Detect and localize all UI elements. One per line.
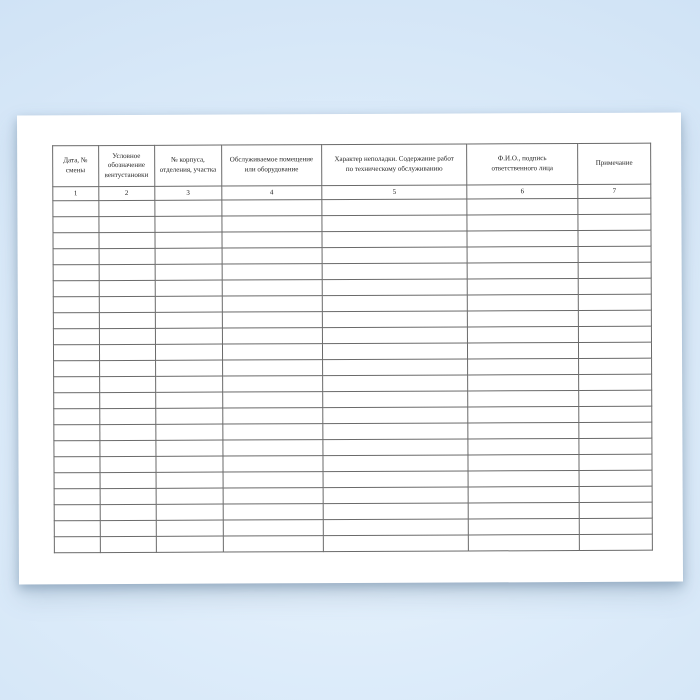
empty-cell xyxy=(468,391,579,407)
empty-cell xyxy=(100,536,157,552)
empty-cell xyxy=(156,408,223,424)
empty-cell xyxy=(100,472,157,488)
empty-cell xyxy=(156,488,223,504)
empty-cell xyxy=(323,407,468,424)
empty-cell xyxy=(221,200,322,216)
empty-cell xyxy=(467,247,578,263)
empty-cell xyxy=(579,502,652,518)
empty-cell xyxy=(323,487,468,504)
empty-cell xyxy=(53,281,99,297)
empty-cell xyxy=(223,536,324,552)
empty-cell xyxy=(223,520,324,536)
column-header-2: Условное обозначение вентустановки xyxy=(98,145,155,186)
empty-cell xyxy=(99,360,156,376)
empty-cell xyxy=(53,249,99,265)
empty-cell xyxy=(222,248,323,264)
empty-cell xyxy=(579,438,652,454)
column-number-1: 1 xyxy=(53,187,99,201)
empty-cell xyxy=(468,423,579,439)
column-number-2: 2 xyxy=(98,186,155,200)
empty-cell xyxy=(579,518,652,534)
empty-cell xyxy=(222,392,323,408)
column-number-4: 4 xyxy=(221,186,322,200)
empty-cell xyxy=(578,214,651,230)
empty-cell xyxy=(468,359,579,375)
empty-cell xyxy=(156,376,223,392)
empty-log-row xyxy=(54,534,652,553)
empty-cell xyxy=(99,376,156,392)
empty-cell xyxy=(323,359,468,376)
empty-cell xyxy=(578,278,651,294)
empty-cell xyxy=(578,198,651,214)
column-header-5: Характер неполадки. Содержание работ по техническому обслуживанию xyxy=(322,144,467,186)
empty-cell xyxy=(467,311,578,327)
column-header-4: Обслуживаемое помещение или оборудование xyxy=(221,145,322,186)
empty-cell xyxy=(467,231,578,247)
empty-cell xyxy=(54,473,100,489)
empty-cell xyxy=(99,456,156,472)
empty-cell xyxy=(54,505,100,521)
empty-cell xyxy=(99,424,156,440)
empty-cell xyxy=(222,376,323,392)
empty-cell xyxy=(579,470,652,486)
empty-cell xyxy=(100,504,157,520)
empty-cell xyxy=(156,440,223,456)
empty-cell xyxy=(468,487,579,503)
empty-cell xyxy=(323,503,468,520)
empty-cell xyxy=(156,504,223,520)
empty-cell xyxy=(578,230,651,246)
empty-cell xyxy=(468,503,579,519)
empty-cell xyxy=(53,345,99,361)
column-number-6: 6 xyxy=(467,185,578,199)
empty-cell xyxy=(468,375,579,391)
empty-cell xyxy=(467,199,578,215)
empty-cell xyxy=(54,457,100,473)
empty-cell xyxy=(222,328,323,344)
column-header-6: Ф.И.О., подпись ответственного лица xyxy=(467,144,578,185)
empty-cell xyxy=(468,519,579,535)
column-header-7: Примечание xyxy=(578,143,651,184)
empty-cell xyxy=(53,329,99,345)
document-page xyxy=(17,113,683,585)
empty-cell xyxy=(322,263,467,280)
empty-cell xyxy=(579,486,652,502)
empty-cell xyxy=(222,264,323,280)
empty-cell xyxy=(156,424,223,440)
empty-cell xyxy=(468,407,579,423)
empty-cell xyxy=(100,520,157,536)
empty-cell xyxy=(468,455,579,471)
maintenance-log-table xyxy=(52,143,653,554)
empty-cell xyxy=(99,328,156,344)
empty-cell xyxy=(322,327,467,344)
empty-cell xyxy=(99,296,156,312)
empty-cell xyxy=(100,488,157,504)
empty-cell xyxy=(579,454,652,470)
empty-cell xyxy=(222,440,323,456)
empty-cell xyxy=(98,216,155,232)
empty-cell xyxy=(579,534,652,550)
empty-cell xyxy=(578,342,651,358)
empty-cell xyxy=(222,280,323,296)
empty-cell xyxy=(322,231,467,248)
empty-cell xyxy=(578,294,651,310)
empty-cell xyxy=(98,232,155,248)
empty-cell xyxy=(155,280,222,296)
empty-cell xyxy=(323,519,468,536)
empty-cell xyxy=(54,441,100,457)
column-header-3: № корпуса, отделения, участка xyxy=(155,145,222,186)
empty-cell xyxy=(468,471,579,487)
empty-cell xyxy=(54,377,100,393)
empty-cell xyxy=(155,264,222,280)
empty-cell xyxy=(221,216,322,232)
empty-cell xyxy=(221,232,322,248)
empty-cell xyxy=(156,392,223,408)
empty-cell xyxy=(223,504,324,520)
empty-cell xyxy=(579,390,652,406)
empty-cell xyxy=(54,537,100,553)
empty-cell xyxy=(323,439,468,456)
empty-cell xyxy=(223,472,324,488)
empty-cell xyxy=(322,343,467,360)
empty-cell xyxy=(53,265,99,281)
column-number-7: 7 xyxy=(578,184,651,198)
empty-cell xyxy=(156,472,223,488)
empty-cell xyxy=(323,535,468,552)
empty-cell xyxy=(323,471,468,488)
empty-cell xyxy=(156,536,223,552)
empty-cell xyxy=(156,520,223,536)
empty-cell xyxy=(156,360,223,376)
empty-cell xyxy=(155,344,222,360)
empty-cell xyxy=(99,264,156,280)
empty-cell xyxy=(54,489,100,505)
empty-cell xyxy=(578,262,651,278)
empty-cell xyxy=(323,455,468,472)
empty-cell xyxy=(322,215,467,232)
empty-cell xyxy=(468,535,579,551)
empty-cell xyxy=(323,391,468,408)
empty-cell xyxy=(53,233,99,249)
empty-cell xyxy=(323,423,468,440)
empty-cell xyxy=(222,344,323,360)
empty-cell xyxy=(322,199,467,216)
empty-cell xyxy=(578,326,651,342)
empty-cell xyxy=(54,521,100,537)
empty-cell xyxy=(54,361,100,377)
empty-cell xyxy=(323,375,468,392)
empty-cell xyxy=(99,392,156,408)
empty-cell xyxy=(155,296,222,312)
empty-cell xyxy=(54,425,100,441)
empty-cell xyxy=(467,263,578,279)
empty-cell xyxy=(99,408,156,424)
empty-cell xyxy=(322,311,467,328)
empty-cell xyxy=(99,248,156,264)
table-body xyxy=(53,198,653,553)
empty-cell xyxy=(155,200,222,216)
empty-cell xyxy=(468,439,579,455)
empty-cell xyxy=(467,295,578,311)
empty-cell xyxy=(222,456,323,472)
empty-cell xyxy=(54,393,100,409)
empty-cell xyxy=(99,344,156,360)
column-number-3: 3 xyxy=(155,186,222,200)
empty-cell xyxy=(155,328,222,344)
empty-cell xyxy=(467,327,578,343)
empty-cell xyxy=(579,374,652,390)
empty-cell xyxy=(579,406,652,422)
empty-cell xyxy=(99,280,156,296)
empty-cell xyxy=(98,200,155,216)
empty-cell xyxy=(222,312,323,328)
empty-cell xyxy=(53,313,99,329)
empty-cell xyxy=(223,488,324,504)
header-row xyxy=(53,143,651,187)
column-header-1: Дата, № смены xyxy=(53,146,99,187)
empty-cell xyxy=(155,312,222,328)
empty-cell xyxy=(467,215,578,231)
column-number-5: 5 xyxy=(322,185,467,200)
empty-cell xyxy=(467,343,578,359)
empty-cell xyxy=(322,279,467,296)
empty-cell xyxy=(53,297,99,313)
empty-cell xyxy=(222,360,323,376)
empty-cell xyxy=(322,247,467,264)
empty-cell xyxy=(54,409,100,425)
empty-cell xyxy=(156,456,223,472)
empty-cell xyxy=(222,408,323,424)
empty-cell xyxy=(53,201,99,217)
empty-cell xyxy=(579,422,652,438)
empty-cell xyxy=(155,248,222,264)
empty-cell xyxy=(578,246,651,262)
empty-cell xyxy=(578,310,651,326)
empty-cell xyxy=(53,217,99,233)
empty-cell xyxy=(155,232,222,248)
empty-cell xyxy=(222,424,323,440)
empty-cell xyxy=(579,358,652,374)
empty-cell xyxy=(99,312,156,328)
empty-cell xyxy=(322,295,467,312)
empty-cell xyxy=(155,216,222,232)
empty-cell xyxy=(99,440,156,456)
empty-cell xyxy=(222,296,323,312)
empty-cell xyxy=(467,279,578,295)
